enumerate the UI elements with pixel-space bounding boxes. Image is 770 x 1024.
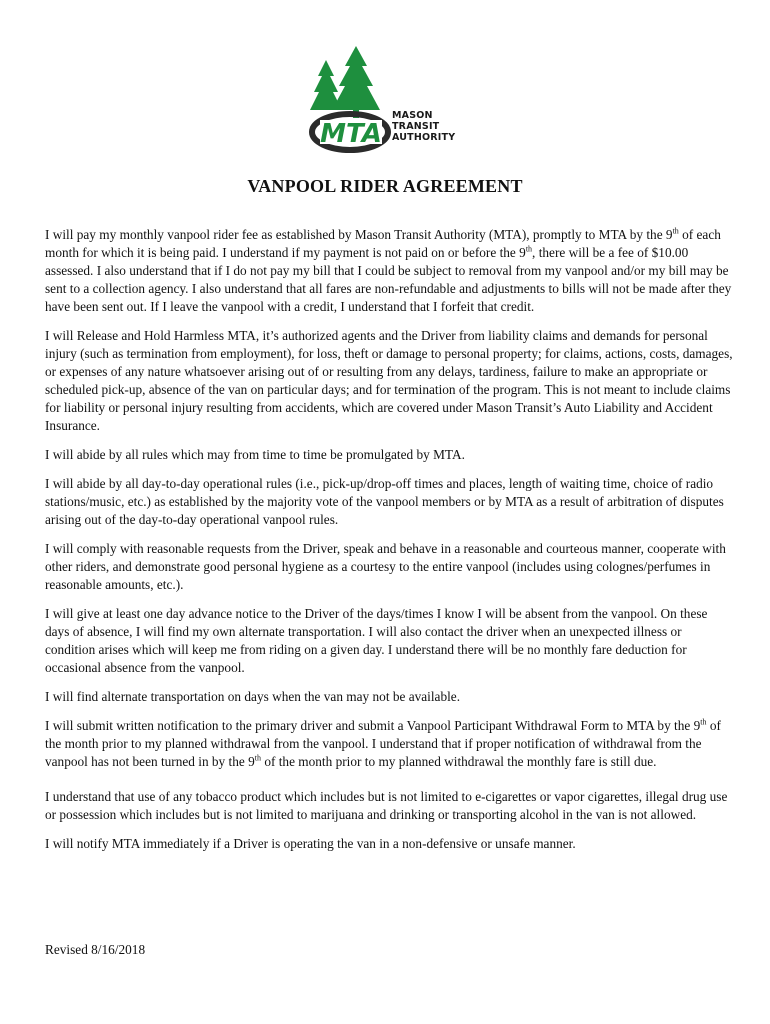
logo-wordmark (392, 110, 455, 143)
agreement-body (45, 226, 735, 864)
revision-date: Revised 8/16/2018 (45, 942, 146, 957)
large-tree-icon (332, 46, 380, 110)
logo-mta-letters: MTA (320, 119, 382, 149)
paragraph-alternate: I will find alternate transportation on days when the van may not be available. (45, 689, 461, 704)
paragraph-conduct: I will comply with reasonable requests from the Driver, speak and behave in a reasonable and courteous manner, cooperate with other riders, and demonstrate good personal hygiene as a courtesy to the entire vanpool (includes using colognes/perfumes in reasonable amounts, etc.). (45, 541, 726, 592)
paragraph-absence: I will give at least one day advance notice to the Driver of the days/times I know I will be absent from the vanpool. On these days of absence, I will find my own alternate transportation. I will also contact the driver when an unexpected illness or condition arises which will keep me from riding on a given day. I understand there will be no monthly fare deduction for occasional absence from the vanpool. (45, 606, 708, 675)
logo-line-3: AUTHORITY (392, 132, 456, 143)
logo-line-2: TRANSIT (392, 121, 440, 132)
paragraph-tobacco: I understand that use of any tobacco product which includes but is not limited to e-cigarettes or vapor cigarettes, illegal drug use or possession which includes but is not limited to marijuana and drinking or transporting alcohol in the van is not allowed. (45, 789, 728, 822)
paragraph-notify: I will notify MTA immediately if a Driver is operating the van in a non-defensive or unsafe manner. (45, 836, 576, 851)
paragraph-withdrawal: I will submit written notification to the primary driver and submit a Vanpool Participant Withdrawal Form to MTA by the 9th of the month prior to my planned withdrawal from the vanpool. I understand that if proper notification of withdrawal from the vanpool has not been turned in by the 9th of the month prior to my planned withdrawal the monthly fare is still due. (45, 717, 721, 769)
paragraph-rules: I will abide by all rules which may from time to time be promulgated by MTA. (45, 447, 465, 462)
paragraph-release: I will Release and Hold Harmless MTA, it’s authorized agents and the Driver from liability claims and demands for personal injury (such as termination from employment), for loss, theft or damage to personal property; for claims, actions, costs, damages, or expenses of any nature whatsoever arising out of or resulting from any delays, tardiness, failure to make an appropriate or scheduled pick-up, absence of the van on particular days; and for termination of the program. This is not meant to include claims for liability or personal injury resulting from accidents, which are covered under Mason Transit’s Auto Liability and Accident Insurance. (45, 328, 733, 433)
document-title: VANPOOL RIDER AGREEMENT (247, 176, 523, 196)
logo-line-1: MASON (392, 110, 433, 121)
paragraph-payment: I will pay my monthly vanpool rider fee as established by Mason Transit Authority (MTA), promptly to MTA by the 9th of each month for which it is being paid. I understand if my payment is not paid on or before the 9th, there will be a fee of $10.00 assessed. I also understand that if I do not pay my bill that I could be subject to removal from my vanpool and/or my bill may be sent to a collection agency. I also understand that all fares are non-refundable and adjustments to bills will not be made after they have been sent out. If I leave the vanpool with a credit, I understand that I forfeit that credit. (45, 226, 732, 314)
paragraph-operational-rules: I will abide by all day-to-day operational rules (i.e., pick-up/drop-off times and places, length of waiting time, choice of radio stations/music, etc.) as established by the majority vote of the vanpool members or by MTA as a result of arbitration of disputes arising out of the day-to-day operational vanpool rules. (45, 476, 724, 527)
